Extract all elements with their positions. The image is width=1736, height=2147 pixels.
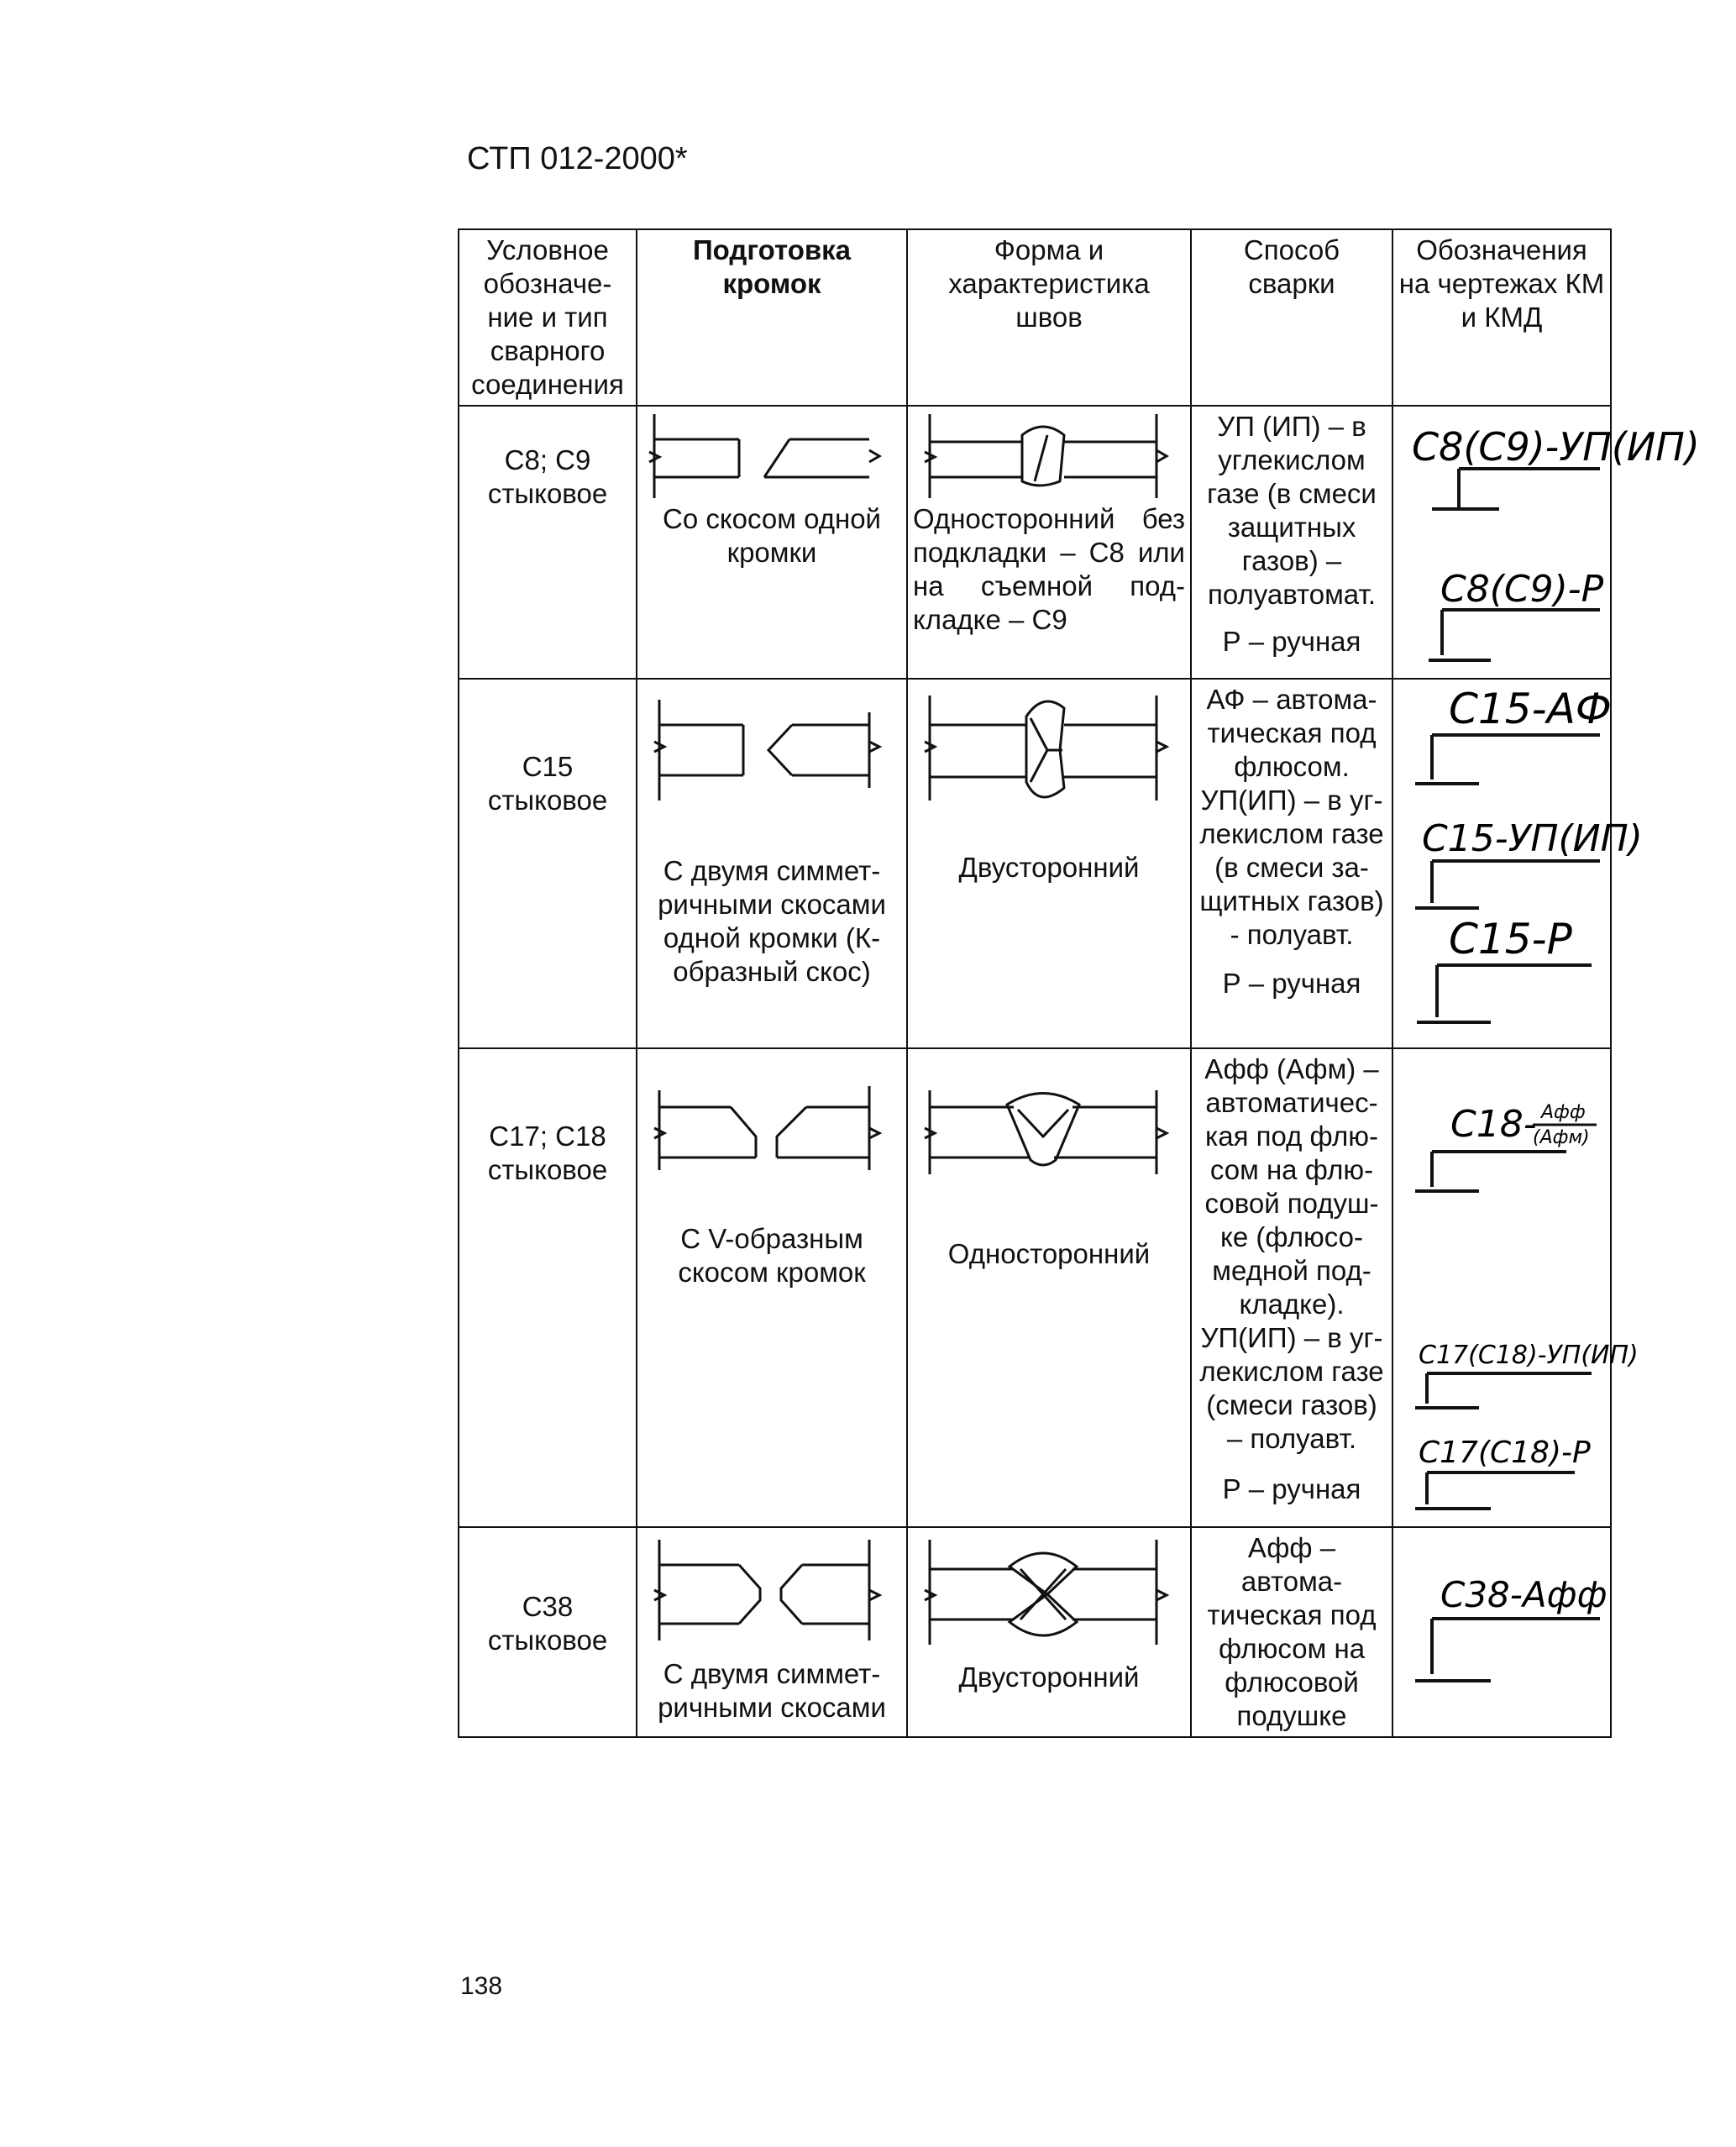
weld-notation-symbols xyxy=(1398,683,1643,1044)
weld-notation-symbols xyxy=(1398,1531,1607,1716)
single-side-weld-sketch xyxy=(913,410,1182,502)
table-header-row xyxy=(459,229,1611,406)
weld-notation-symbols xyxy=(1398,1053,1639,1523)
method-cell: Афф – автома-тическая под флюсом на флюсовой подушке xyxy=(1191,1527,1392,1737)
notation-cell xyxy=(1392,406,1700,679)
notation-text: С38-Афф xyxy=(1440,1574,1608,1615)
edge-prep-cell: С V-образным скосом кромок xyxy=(637,1048,907,1527)
weld-shape-cell: Двусторонний xyxy=(907,679,1191,1048)
column-header-method: Способ сварки xyxy=(1191,229,1392,406)
designation-cell: С8; С9 стыковое xyxy=(459,406,637,679)
column-header-edge-prep: Подготовка кромок xyxy=(637,229,907,406)
column-header-weld-shape: Форма и характеристика швов xyxy=(907,229,1191,406)
double-side-weld-sketch xyxy=(913,683,1182,834)
method-cell: УП (ИП) – в углекислом газе (в смеси защитных газов) – полуавтомат. Р – ручная xyxy=(1191,406,1392,679)
method-cell: АФ – автома-тическая под флюсом. УП(ИП) – в уг-лекислом газе (в смеси за-щитных газов) - полуавт. Р – ручная xyxy=(1191,679,1392,1048)
document-code: СТП 012-2000* xyxy=(467,141,688,176)
notation-text: С18- xyxy=(1450,1103,1537,1146)
table-row xyxy=(459,679,1611,1048)
single-bevel-edge-sketch xyxy=(642,410,894,502)
k-bevel-edge-sketch xyxy=(642,683,894,834)
weld-joints-table xyxy=(458,228,1700,1738)
notation-cell xyxy=(1392,1527,1611,1737)
notation-text: С15-Р xyxy=(1449,915,1572,963)
page-number: 138 xyxy=(460,1972,503,2000)
weld-notation-symbols xyxy=(1398,410,1700,672)
double-v-bevel-edge-sketch xyxy=(642,1531,894,1649)
edge-prep-cell: С двумя симмет-ричными скосами одной кромки (К-образный скос) xyxy=(637,679,907,1048)
notation-text: (Афм) xyxy=(1533,1127,1590,1148)
v-weld-sketch xyxy=(913,1053,1182,1178)
table-row xyxy=(459,1048,1611,1527)
v-bevel-edge-sketch xyxy=(642,1053,894,1178)
notation-cell xyxy=(1392,1048,1639,1527)
designation-cell: С17; С18 стыковое xyxy=(459,1048,637,1527)
notation-text: Афф xyxy=(1541,1102,1586,1123)
notation-text: С15-АФ xyxy=(1449,685,1612,733)
column-header-designation: Условное обозначе-ние и тип сварного соединения xyxy=(459,229,637,406)
table-row xyxy=(459,406,1611,679)
x-weld-sketch xyxy=(913,1531,1182,1649)
table-row xyxy=(459,1527,1611,1737)
notation-text: С8(С9)-Р xyxy=(1440,568,1604,611)
notation-cell xyxy=(1392,679,1643,1048)
designation-cell: С15 стыковое xyxy=(459,679,637,1048)
notation-text: С17(С18)-УП(ИП) xyxy=(1419,1341,1639,1370)
notation-text: С15-УП(ИП) xyxy=(1422,817,1643,860)
weld-shape-cell: Односторонний без подкладки – С8 или на съемной под-кладке – С9 xyxy=(907,406,1191,679)
weld-shape-cell: Односторонний xyxy=(907,1048,1191,1527)
designation-cell: С38 стыковое xyxy=(459,1527,637,1737)
edge-prep-cell: Со скосом одной кромки xyxy=(637,406,907,679)
notation-text: С8(С9)-УП(ИП) xyxy=(1412,424,1700,470)
edge-prep-cell: С двумя симмет-ричными скосами xyxy=(637,1527,907,1737)
method-cell: Афф (Афм) – автоматичес-кая под флю-сом на флю-совой подуш-ке (флюсо-медной под-кладке). УП(ИП) – в уг-лекислом газе (смеси газов) – полуавт. Р – ручная xyxy=(1191,1048,1392,1527)
column-header-notation: Обозначения на чертежах КМ и КМД xyxy=(1392,229,1611,406)
notation-text: С17(С18)-Р xyxy=(1419,1436,1591,1470)
weld-shape-cell: Двусторонний xyxy=(907,1527,1191,1737)
